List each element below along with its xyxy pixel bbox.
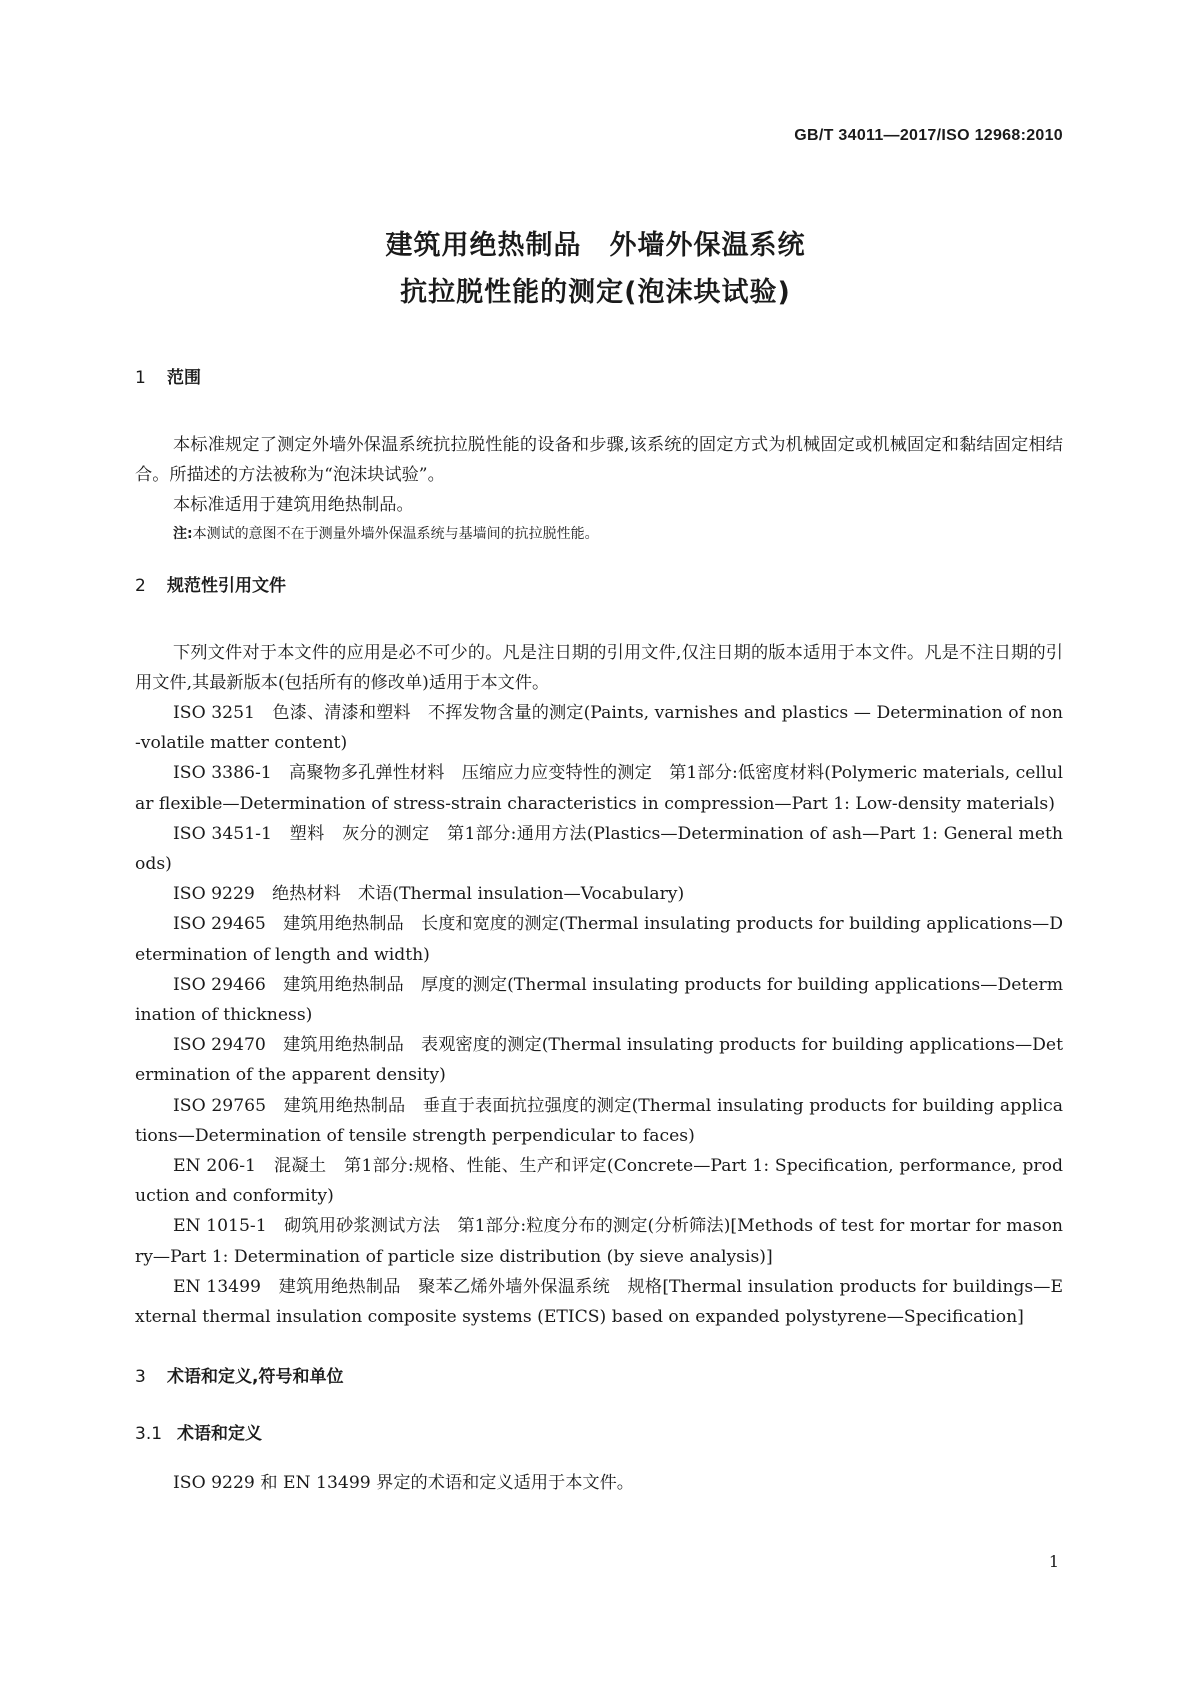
reference-item: EN 1015-1 砌筑用砂浆测试方法 第1部分:粒度分布的测定(分析筛法)[Methods of test for mortar for masonry—Part 1: Determination of particle size distribution (by sieve analysis)] [135,1216,1063,1267]
reference-item: ISO 3251 色漆、清漆和塑料 不挥发物含量的测定(Paints, varnishes and plastics — Determination of non-volatile matter content) [135,703,1063,754]
section-title: 范围 [167,368,201,388]
terms-paragraph: ISO 9229 和 EN 13499 界定的术语和定义适用于本文件。 [173,1473,634,1494]
section-number: 1 [135,368,146,388]
reference-item: ISO 29470 建筑用绝热制品 表观密度的测定(Thermal insulating products for building applications—Determination of the apparent density) [135,1035,1063,1086]
section-number: 3.1 [135,1424,163,1445]
page-number: 1 [1048,1552,1059,1571]
document-body [135,366,1063,1498]
reference-item: ISO 29466 建筑用绝热制品 厚度的测定(Thermal insulating products for building applications—Determination of thickness) [135,974,1063,1026]
standard-code-header: GB/T 34011—2017/ISO 12968:2010 [794,127,1063,144]
reference-item: EN 13499 建筑用绝热制品 聚苯乙烯外墙外保温系统 规格[Thermal insulation products for buildings—External thermal insulation composite systems (ETICS) based on expanded polystyrene—Specification] [135,1276,1063,1328]
note-label: 注: [173,525,193,542]
title-line-1: 建筑用绝热制品 外墙外保温系统 [385,230,806,261]
reference-item: ISO 9229 绝热材料 术语(Thermal insulation—Vocabulary) [173,884,685,905]
section-1-heading [135,366,1063,390]
scope-note [135,521,1063,547]
section-3-heading [135,1365,1063,1389]
section-title: 术语和定义,符号和单位 [167,1367,344,1388]
section-title: 规范性引用文件 [167,575,286,596]
reference-item: ISO 29765 建筑用绝热制品 垂直于表面抗拉强度的测定(Thermal insulating products for building applications—Determination of tensile strength perpendicular to faces) [135,1095,1063,1146]
section-title: 术语和定义 [177,1424,262,1445]
section-2-heading [135,574,1063,598]
note-text: 本测试的意图不在于测量外墙外保温系统与基墙间的抗拉脱性能。 [192,525,599,542]
section-3-1-heading [135,1422,1063,1446]
section-number: 2 [135,575,146,596]
reference-item: EN 206-1 混凝土 第1部分:规格、性能、生产和评定(Concrete—Part 1: Specification, performance, production and conformity) [135,1156,1063,1207]
scope-paragraph-1: 本标准规定了测定外墙外保温系统抗拉脱性能的设备和步骤,该系统的固定方式为机械固定或机械固定和黏结固定相结合。所描述的方法被称为“泡沫块试验”。 [135,435,1063,486]
scope-paragraph-2: 本标准适用于建筑用绝热制品。 [173,495,414,516]
reference-item: ISO 3451-1 塑料 灰分的测定 第1部分:通用方法(Plastics—Determination of ash—Part 1: General methods) [135,823,1063,875]
document-title [0,222,1191,316]
title-line-2: 抗拉脱性能的测定(泡沫块试验) [400,277,791,308]
section-number: 3 [135,1367,146,1388]
reference-item: ISO 3386-1 高聚物多孔弹性材料 压缩应力应变特性的测定 第1部分:低密度材料(Polymeric materials, cellular flexible—Determination of stress-strain characteristics in compression—Part 1: Low-density materials) [135,763,1063,814]
reference-item: ISO 29465 建筑用绝热制品 长度和宽度的测定(Thermal insulating products for building applications—Determination of length and width) [135,914,1063,965]
normative-intro-paragraph: 下列文件对于本文件的应用是必不可少的。凡是注日期的引用文件,仅注日期的版本适用于本文件。凡是不注日期的引用文件,其最新版本(包括所有的修改单)适用于本文件。 [135,642,1063,693]
